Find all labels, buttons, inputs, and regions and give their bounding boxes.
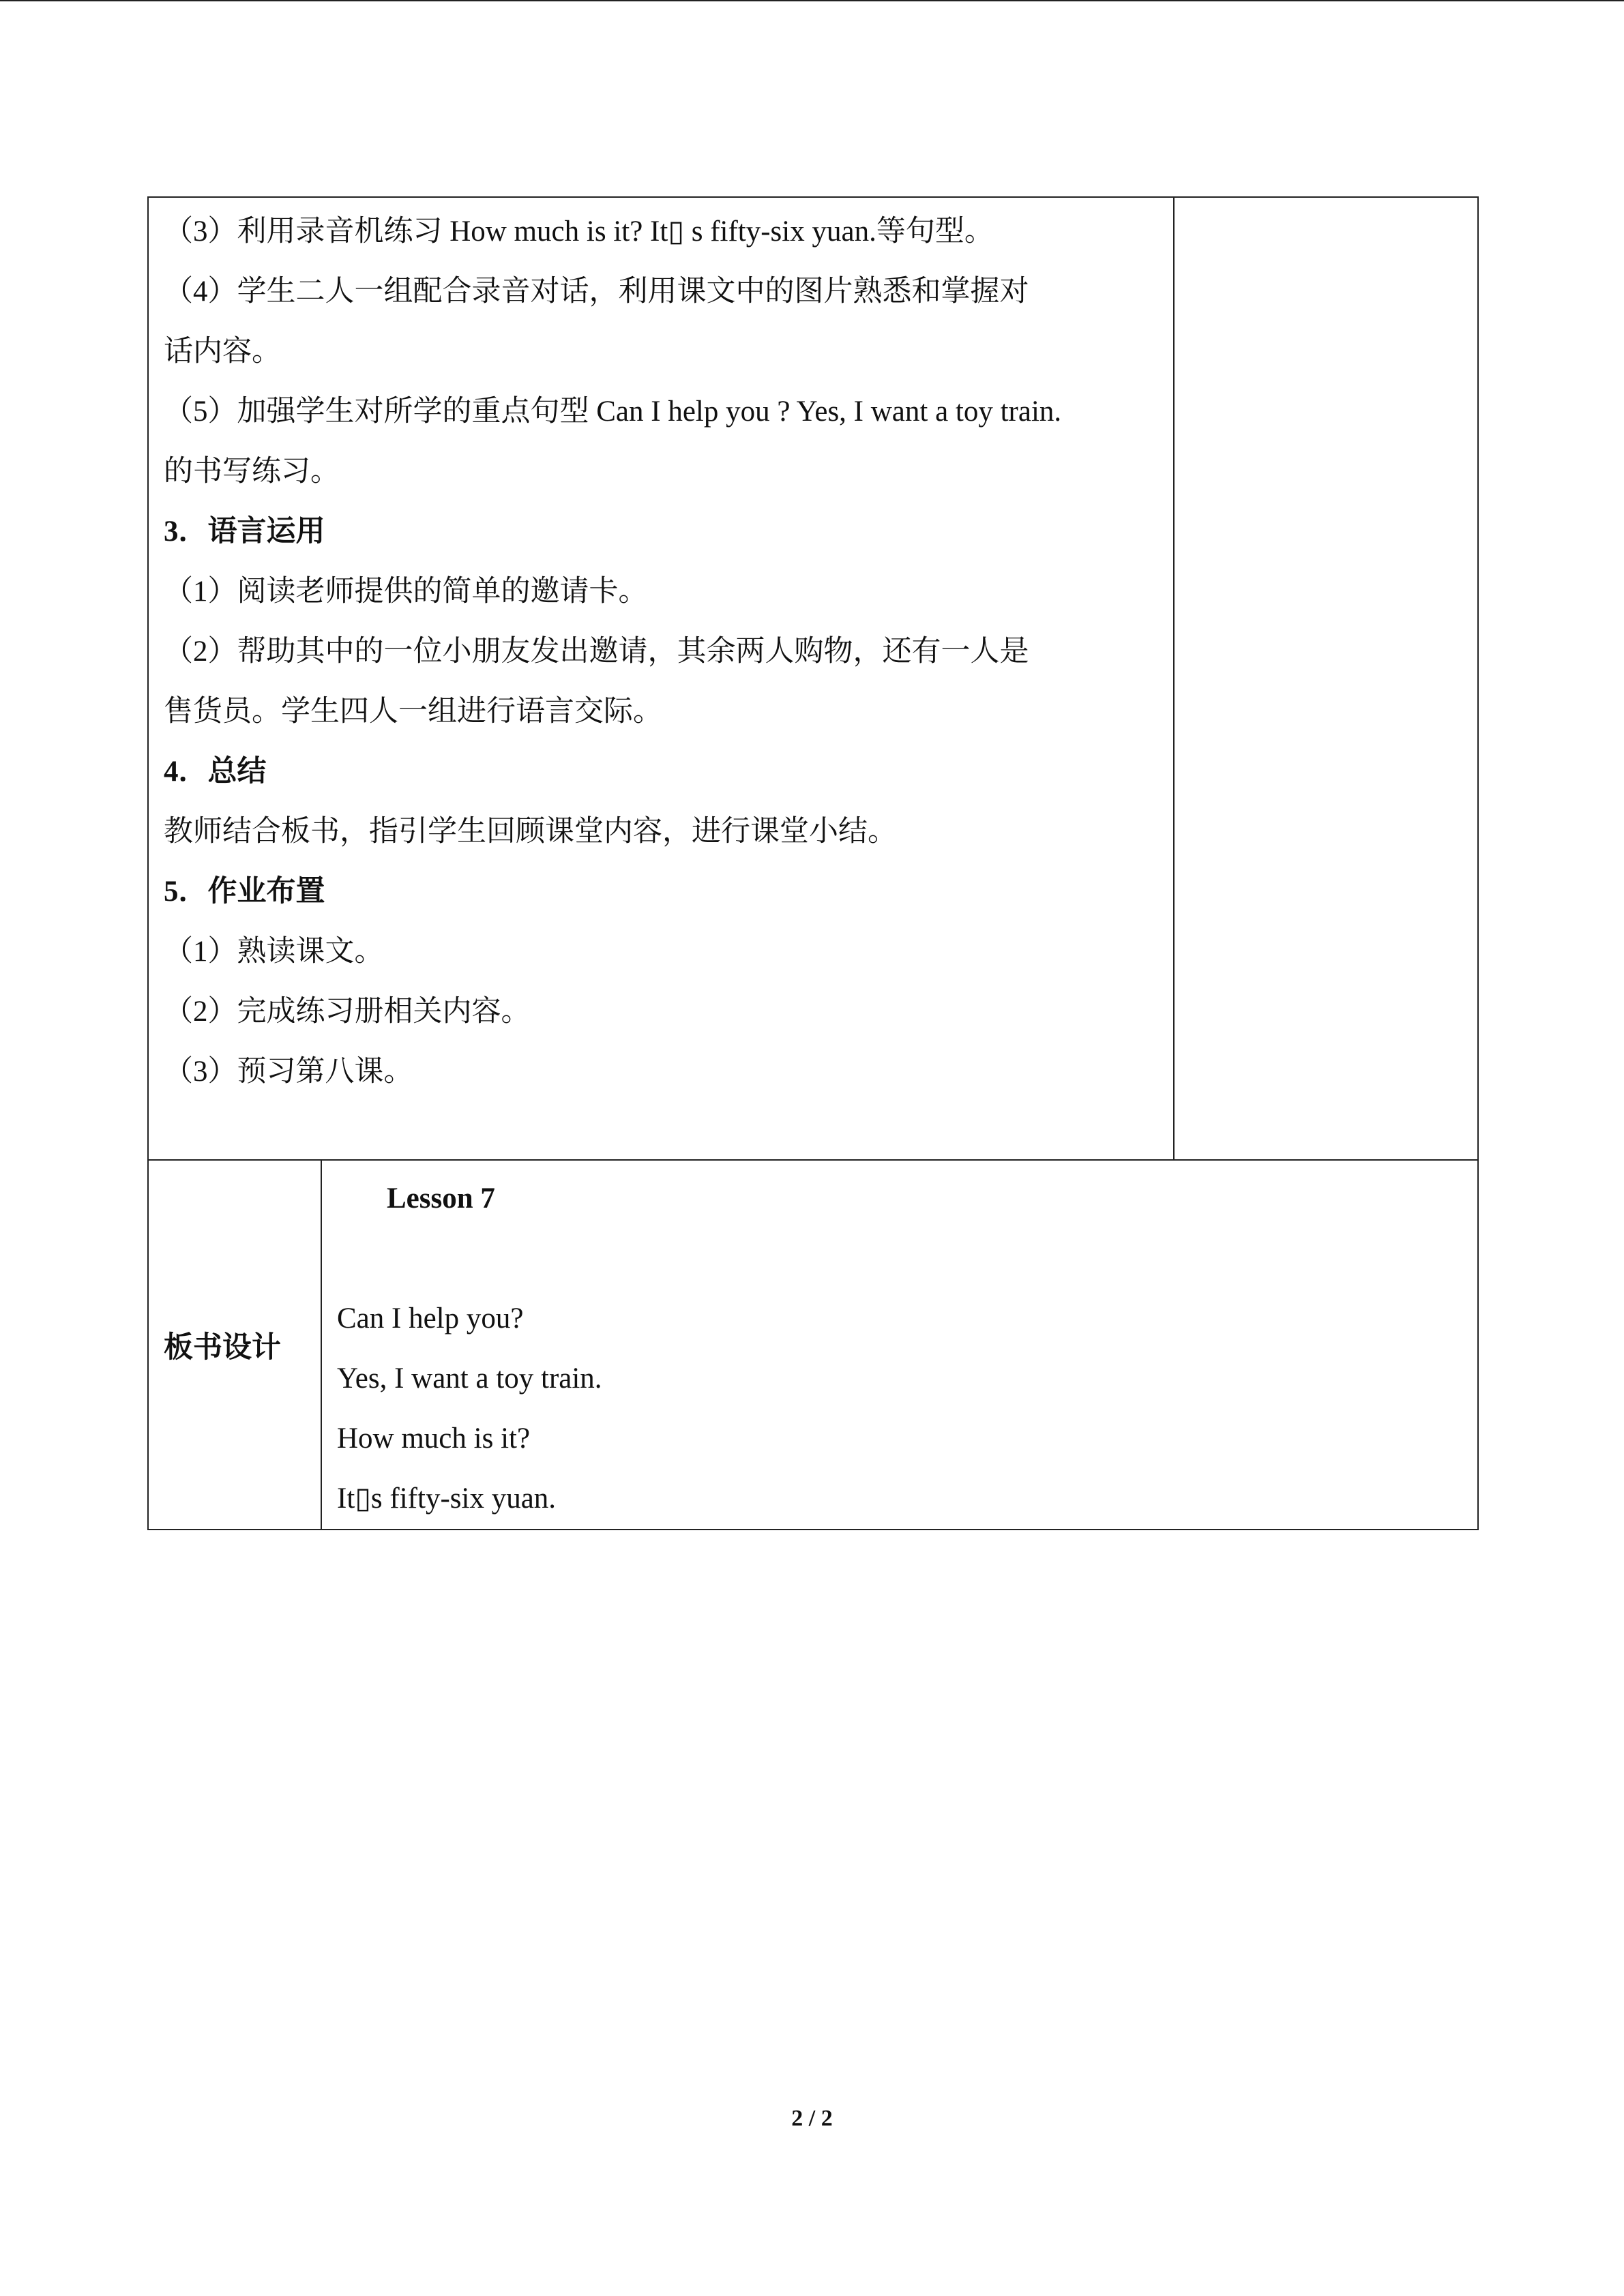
board-line: Yes, I want a toy train. [337, 1362, 602, 1395]
process-line: 的书写练习。 [164, 456, 340, 488]
board-design-row [148, 1160, 1478, 1530]
board-title: Lesson 7 [387, 1182, 495, 1214]
section-heading-homework: 5．作业布置 [164, 876, 325, 908]
board-design-label: 板书设计 [148, 1160, 321, 1530]
section-heading-summary: 4．总结 [164, 756, 267, 788]
teaching-process-row [148, 197, 1478, 1160]
board-line: Can I help you? [337, 1302, 524, 1335]
process-line: 话内容。 [164, 336, 281, 368]
notes-cell [1174, 197, 1478, 1160]
process-line: 售货员。学生四人一组进行语言交际。 [164, 696, 662, 728]
board-design-cell [321, 1160, 1478, 1530]
process-line: （3）利用录音机练习 How much is it? It▯ s fifty-six yuan.等句型。 [164, 215, 994, 248]
process-line: （3）预习第八课。 [164, 1056, 413, 1088]
process-line: （2）完成练习册相关内容。 [164, 996, 531, 1028]
lesson-plan-table [147, 196, 1479, 1530]
process-line: （4）学生二人一组配合录音对话，利用课文中的图片熟悉和掌握对 [164, 275, 1029, 308]
page-number: 2 / 2 [791, 2106, 833, 2131]
process-line: （5）加强学生对所学的重点句型 Can I help you ? Yes, I want a toy train. [164, 396, 1062, 428]
teaching-process-cell [148, 197, 1174, 1160]
section-heading-language-use: 3．语言运用 [164, 516, 325, 548]
process-line: （2）帮助其中的一位小朋友发出邀请，其余两人购物，还有一人是 [164, 636, 1029, 668]
board-spacer [337, 1229, 1464, 1289]
page-top-border [0, 0, 1624, 1]
board-line: How much is it? [337, 1422, 531, 1455]
process-line: 教师结合板书，指引学生回顾课堂内容，进行课堂小结。 [164, 816, 897, 848]
process-line: （1）阅读老师提供的简单的邀请卡。 [164, 576, 648, 608]
process-line: （1）熟读课文。 [164, 936, 384, 968]
board-line: It▯s fifty-six yuan. [337, 1482, 557, 1515]
